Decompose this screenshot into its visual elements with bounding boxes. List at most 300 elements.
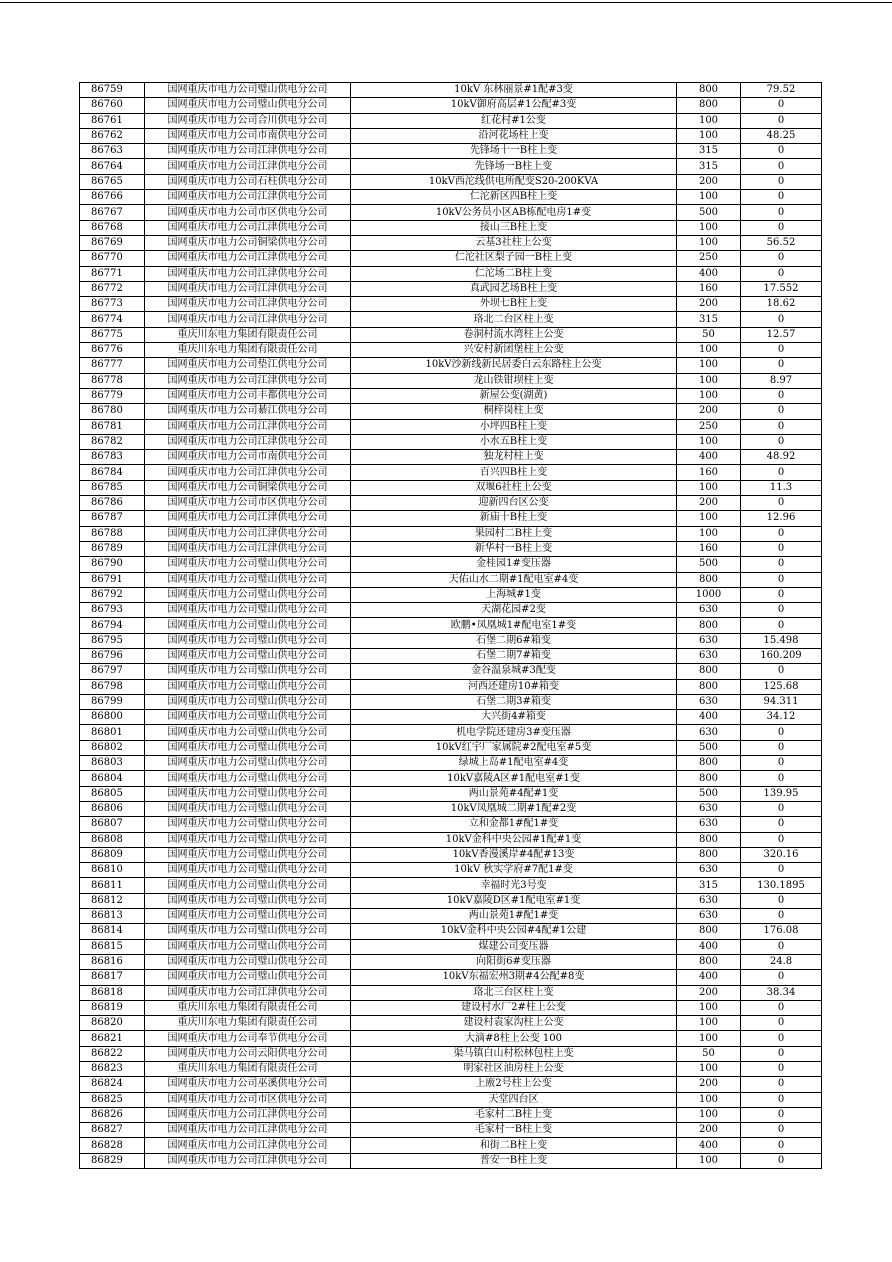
capacity-cell: 200: [677, 1123, 741, 1138]
company-name-cell: 国网重庆市电力公司璧山供电分公司: [145, 878, 351, 893]
table-row: [80, 801, 822, 816]
transformer-name-cell: 普安一B柱上变: [351, 1153, 677, 1168]
capacity-cell: 315: [677, 312, 741, 327]
value-cell: 0: [741, 557, 822, 572]
table-row: [80, 205, 822, 220]
capacity-cell: 100: [677, 511, 741, 526]
row-id-cell: 86780: [80, 404, 145, 419]
capacity-cell: 500: [677, 205, 741, 220]
transformer-name-cell: 珞北三台区柱上变: [351, 985, 677, 1000]
row-id-cell: 86761: [80, 113, 145, 128]
row-id-cell: 86808: [80, 832, 145, 847]
table-row: [80, 587, 822, 602]
company-name-cell: 国网重庆市电力公司奉节供电分公司: [145, 1031, 351, 1046]
transformer-name-cell: 10kV公务员小区AB栋配电房1#变: [351, 205, 677, 220]
value-cell: 24.8: [741, 954, 822, 969]
transformer-name-cell: 上海城#1变: [351, 587, 677, 602]
capacity-cell: 100: [677, 1000, 741, 1015]
transformer-name-cell: 上廒2号柱上公变: [351, 1077, 677, 1092]
table-row: [80, 496, 822, 511]
capacity-cell: 400: [677, 970, 741, 985]
capacity-cell: 400: [677, 710, 741, 725]
table-row: [80, 1046, 822, 1061]
transformer-name-cell: 两山景苑#4配#1变: [351, 786, 677, 801]
row-id-cell: 86790: [80, 557, 145, 572]
transformer-name-cell: 沿河花场柱上变: [351, 128, 677, 143]
transformer-name-cell: 仁沱新区四B柱上变: [351, 190, 677, 205]
transformer-name-cell: 河西还建房10#箱变: [351, 679, 677, 694]
company-name-cell: 国网重庆市电力公司璧山供电分公司: [145, 618, 351, 633]
company-name-cell: 国网重庆市电力公司璧山供电分公司: [145, 939, 351, 954]
value-cell: 0: [741, 603, 822, 618]
row-id-cell: 86809: [80, 847, 145, 862]
capacity-cell: 800: [677, 924, 741, 939]
transformer-name-cell: 立和金都1#配1#变: [351, 817, 677, 832]
company-name-cell: 国网重庆市电力公司市区供电分公司: [145, 205, 351, 220]
capacity-cell: 100: [677, 113, 741, 128]
row-id-cell: 86816: [80, 954, 145, 969]
transformer-name-cell: 绿城上岛#1配电室#4变: [351, 756, 677, 771]
company-name-cell: 国网重庆市电力公司巫溪供电分公司: [145, 1077, 351, 1092]
table-row: [80, 144, 822, 159]
row-id-cell: 86768: [80, 220, 145, 235]
row-id-cell: 86783: [80, 450, 145, 465]
company-name-cell: 国网重庆市电力公司璧山供电分公司: [145, 817, 351, 832]
row-id-cell: 86818: [80, 985, 145, 1000]
value-cell: 0: [741, 465, 822, 480]
table-row: [80, 756, 822, 771]
transformer-name-cell: 向阳街6#变压器: [351, 954, 677, 969]
capacity-cell: 800: [677, 664, 741, 679]
row-id-cell: 86801: [80, 725, 145, 740]
transformer-name-cell: 毛家村二B柱上变: [351, 1107, 677, 1122]
table-row: [80, 434, 822, 449]
value-cell: 11.3: [741, 480, 822, 495]
company-name-cell: 国网重庆市电力公司江津供电分公司: [145, 312, 351, 327]
row-id-cell: 86781: [80, 419, 145, 434]
value-cell: 0: [741, 587, 822, 602]
row-id-cell: 86778: [80, 373, 145, 388]
company-name-cell: 国网重庆市电力公司江津供电分公司: [145, 159, 351, 174]
capacity-cell: 400: [677, 266, 741, 281]
company-name-cell: 国网重庆市电力公司铜梁供电分公司: [145, 235, 351, 250]
value-cell: 0: [741, 572, 822, 587]
capacity-cell: 630: [677, 633, 741, 648]
company-name-cell: 国网重庆市电力公司江津供电分公司: [145, 511, 351, 526]
row-id-cell: 86772: [80, 281, 145, 296]
value-cell: 8.97: [741, 373, 822, 388]
capacity-cell: 160: [677, 541, 741, 556]
table-row: [80, 893, 822, 908]
company-name-cell: 国网重庆市电力公司璧山供电分公司: [145, 756, 351, 771]
row-id-cell: 86827: [80, 1123, 145, 1138]
capacity-cell: 800: [677, 847, 741, 862]
value-cell: 0: [741, 312, 822, 327]
capacity-cell: 1000: [677, 587, 741, 602]
capacity-cell: 100: [677, 358, 741, 373]
value-cell: 0: [741, 664, 822, 679]
value-cell: 0: [741, 1138, 822, 1153]
company-name-cell: 国网重庆市电力公司璧山供电分公司: [145, 98, 351, 113]
table-row: [80, 1062, 822, 1077]
table-row: [80, 863, 822, 878]
company-name-cell: 国网重庆市电力公司璧山供电分公司: [145, 587, 351, 602]
row-id-cell: 86785: [80, 480, 145, 495]
row-id-cell: 86775: [80, 327, 145, 342]
company-name-cell: 国网重庆市电力公司市区供电分公司: [145, 1092, 351, 1107]
table-row: [80, 1077, 822, 1092]
value-cell: 0: [741, 756, 822, 771]
company-name-cell: 国网重庆市电力公司江津供电分公司: [145, 1123, 351, 1138]
row-id-cell: 86829: [80, 1153, 145, 1168]
company-name-cell: 国网重庆市电力公司璧山供电分公司: [145, 954, 351, 969]
table-row: [80, 511, 822, 526]
transformer-name-cell: 兴安村新团堡柱上公变: [351, 343, 677, 358]
row-id-cell: 86763: [80, 144, 145, 159]
company-name-cell: 国网重庆市电力公司璧山供电分公司: [145, 893, 351, 908]
capacity-cell: 800: [677, 83, 741, 98]
capacity-cell: 200: [677, 496, 741, 511]
capacity-cell: 160: [677, 281, 741, 296]
transformer-name-cell: 云基3社柱上公变: [351, 235, 677, 250]
table-row: [80, 939, 822, 954]
transformer-name-cell: 10kV嘉陵A区#1配电室#1变: [351, 771, 677, 786]
company-name-cell: 国网重庆市电力公司璧山供电分公司: [145, 740, 351, 755]
row-id-cell: 86764: [80, 159, 145, 174]
value-cell: 12.96: [741, 511, 822, 526]
value-cell: 130.1895: [741, 878, 822, 893]
table-row: [80, 98, 822, 113]
value-cell: 0: [741, 496, 822, 511]
value-cell: 139.95: [741, 786, 822, 801]
transformer-name-cell: 10kV东福宏州3期#4公配#8变: [351, 970, 677, 985]
capacity-cell: 400: [677, 450, 741, 465]
value-cell: 0: [741, 893, 822, 908]
table-row: [80, 235, 822, 250]
company-name-cell: 国网重庆市电力公司璧山供电分公司: [145, 572, 351, 587]
table-row: [80, 1153, 822, 1168]
company-name-cell: 国网重庆市电力公司云阳供电分公司: [145, 1046, 351, 1061]
transformer-name-cell: 小坪四B柱上变: [351, 419, 677, 434]
table-row: [80, 817, 822, 832]
table-row: [80, 251, 822, 266]
transformer-name-cell: 10kV沙新线新民居委白云东路柱上公变: [351, 358, 677, 373]
transformer-name-cell: 天佑山水二期#1配电室#4变: [351, 572, 677, 587]
table-row: [80, 985, 822, 1000]
row-id-cell: 86822: [80, 1046, 145, 1061]
company-name-cell: 国网重庆市电力公司璧山供电分公司: [145, 725, 351, 740]
capacity-cell: 200: [677, 174, 741, 189]
capacity-cell: 100: [677, 1153, 741, 1168]
table-row: [80, 312, 822, 327]
transformer-name-cell: 天湖花园#2变: [351, 603, 677, 618]
transformer-name-cell: 10kV金科中央公园#1配#1变: [351, 832, 677, 847]
row-id-cell: 86788: [80, 526, 145, 541]
transformer-name-cell: 石堡二期6#箱变: [351, 633, 677, 648]
table-row: [80, 847, 822, 862]
row-id-cell: 86791: [80, 572, 145, 587]
value-cell: 0: [741, 1123, 822, 1138]
transformer-name-cell: 果园村二B柱上变: [351, 526, 677, 541]
capacity-cell: 630: [677, 863, 741, 878]
transformer-name-cell: 真武园艺场B柱上变: [351, 281, 677, 296]
capacity-cell: 800: [677, 771, 741, 786]
capacity-cell: 100: [677, 1062, 741, 1077]
table-row: [80, 373, 822, 388]
company-name-cell: 国网重庆市电力公司璧山供电分公司: [145, 83, 351, 98]
row-id-cell: 86762: [80, 128, 145, 143]
row-id-cell: 86766: [80, 190, 145, 205]
capacity-cell: 100: [677, 434, 741, 449]
company-name-cell: 国网重庆市电力公司璧山供电分公司: [145, 970, 351, 985]
row-id-cell: 86782: [80, 434, 145, 449]
table-row: [80, 924, 822, 939]
value-cell: 0: [741, 909, 822, 924]
row-id-cell: 86810: [80, 863, 145, 878]
value-cell: 0: [741, 434, 822, 449]
value-cell: 0: [741, 1107, 822, 1122]
row-id-cell: 86815: [80, 939, 145, 954]
table-row: [80, 710, 822, 725]
row-id-cell: 86793: [80, 603, 145, 618]
company-name-cell: 国网重庆市电力公司璧山供电分公司: [145, 679, 351, 694]
capacity-cell: 630: [677, 909, 741, 924]
company-name-cell: 国网重庆市电力公司璧山供电分公司: [145, 648, 351, 663]
company-name-cell: 国网重庆市电力公司丰都供电分公司: [145, 388, 351, 403]
row-id-cell: 86769: [80, 235, 145, 250]
table-row: [80, 297, 822, 312]
value-cell: 0: [741, 266, 822, 281]
row-id-cell: 86819: [80, 1000, 145, 1015]
company-name-cell: 国网重庆市电力公司江津供电分公司: [145, 1138, 351, 1153]
company-name-cell: 国网重庆市电力公司璧山供电分公司: [145, 633, 351, 648]
table-row: [80, 1107, 822, 1122]
value-cell: 125.68: [741, 679, 822, 694]
row-id-cell: 86826: [80, 1107, 145, 1122]
transformer-name-cell: 金桂园1#变压器: [351, 557, 677, 572]
capacity-cell: 250: [677, 251, 741, 266]
value-cell: 0: [741, 725, 822, 740]
value-cell: 94.311: [741, 694, 822, 709]
table-row: [80, 572, 822, 587]
company-name-cell: 国网重庆市电力公司江津供电分公司: [145, 1153, 351, 1168]
company-name-cell: 国网重庆市电力公司江津供电分公司: [145, 373, 351, 388]
table-row: [80, 970, 822, 985]
row-id-cell: 86776: [80, 343, 145, 358]
transformer-name-cell: 天堂四台区: [351, 1092, 677, 1107]
row-id-cell: 86760: [80, 98, 145, 113]
value-cell: 0: [741, 1016, 822, 1031]
transformer-name-cell: 石堡二期7#箱变: [351, 648, 677, 663]
transformer-name-cell: 新庙十B柱上变: [351, 511, 677, 526]
table-row: [80, 541, 822, 556]
company-name-cell: 国网重庆市电力公司璧山供电分公司: [145, 664, 351, 679]
value-cell: 0: [741, 190, 822, 205]
capacity-cell: 50: [677, 1046, 741, 1061]
transformer-name-cell: 10kV嘉陵D区#1配电室#1变: [351, 893, 677, 908]
row-id-cell: 86803: [80, 756, 145, 771]
transformer-name-cell: 两山景苑1#配1#变: [351, 909, 677, 924]
table-row: [80, 786, 822, 801]
row-id-cell: 86811: [80, 878, 145, 893]
row-id-cell: 86804: [80, 771, 145, 786]
capacity-cell: 100: [677, 128, 741, 143]
row-id-cell: 86796: [80, 648, 145, 663]
transformer-name-cell: 双堰6社柱上公变: [351, 480, 677, 495]
row-id-cell: 86823: [80, 1062, 145, 1077]
value-cell: 12.57: [741, 327, 822, 342]
value-cell: 0: [741, 541, 822, 556]
value-cell: 0: [741, 939, 822, 954]
table-row: [80, 358, 822, 373]
capacity-cell: 100: [677, 190, 741, 205]
capacity-cell: 800: [677, 618, 741, 633]
capacity-cell: 315: [677, 878, 741, 893]
value-cell: 18.62: [741, 297, 822, 312]
value-cell: 0: [741, 526, 822, 541]
capacity-cell: 630: [677, 725, 741, 740]
transformer-name-cell: 煤建公司变压器: [351, 939, 677, 954]
transformer-name-cell: 和街二B柱上变: [351, 1138, 677, 1153]
company-name-cell: 国网重庆市电力公司江津供电分公司: [145, 526, 351, 541]
table-row: [80, 648, 822, 663]
capacity-cell: 800: [677, 756, 741, 771]
row-id-cell: 86825: [80, 1092, 145, 1107]
capacity-cell: 800: [677, 572, 741, 587]
table-row: [80, 878, 822, 893]
table-row: [80, 1092, 822, 1107]
company-name-cell: 国网重庆市电力公司江津供电分公司: [145, 266, 351, 281]
row-id-cell: 86774: [80, 312, 145, 327]
row-id-cell: 86802: [80, 740, 145, 755]
table-row: [80, 450, 822, 465]
company-name-cell: 国网重庆市电力公司江津供电分公司: [145, 251, 351, 266]
row-id-cell: 86828: [80, 1138, 145, 1153]
company-name-cell: 国网重庆市电力公司璧山供电分公司: [145, 603, 351, 618]
value-cell: 0: [741, 144, 822, 159]
company-name-cell: 国网重庆市电力公司璧山供电分公司: [145, 924, 351, 939]
capacity-cell: 100: [677, 235, 741, 250]
row-id-cell: 86786: [80, 496, 145, 511]
value-cell: 0: [741, 832, 822, 847]
company-name-cell: 国网重庆市电力公司江津供电分公司: [145, 281, 351, 296]
row-id-cell: 86771: [80, 266, 145, 281]
transformer-name-cell: 渠马镇白山村松林包柱上变: [351, 1046, 677, 1061]
transformer-name-cell: 大兴街4#箱变: [351, 710, 677, 725]
value-cell: 0: [741, 771, 822, 786]
value-cell: 0: [741, 1092, 822, 1107]
value-cell: 0: [741, 863, 822, 878]
transformer-name-cell: 10kV西沱线供电所配变S20-200KVA: [351, 174, 677, 189]
value-cell: 320.16: [741, 847, 822, 862]
transformer-name-cell: 毛家村一B柱上变: [351, 1123, 677, 1138]
transformer-name-cell: 10kV凤凰城二期#1配#2变: [351, 801, 677, 816]
table-row: [80, 327, 822, 342]
company-name-cell: 重庆川东电力集团有限责任公司: [145, 1062, 351, 1077]
table-row: [80, 740, 822, 755]
table-row: [80, 388, 822, 403]
row-id-cell: 86784: [80, 465, 145, 480]
row-id-cell: 86824: [80, 1077, 145, 1092]
capacity-cell: 250: [677, 419, 741, 434]
capacity-cell: 100: [677, 1016, 741, 1031]
company-name-cell: 国网重庆市电力公司石柱供电分公司: [145, 174, 351, 189]
company-name-cell: 国网重庆市电力公司江津供电分公司: [145, 465, 351, 480]
transformer-name-cell: 机电学院还建房3#变压器: [351, 725, 677, 740]
table-row: [80, 419, 822, 434]
capacity-cell: 100: [677, 526, 741, 541]
table-row: [80, 526, 822, 541]
transformer-name-cell: 大滴#8柱上公变 100: [351, 1031, 677, 1046]
transformer-name-cell: 小水五B柱上变: [351, 434, 677, 449]
table-row: [80, 618, 822, 633]
table-row: [80, 1123, 822, 1138]
value-cell: 0: [741, 98, 822, 113]
value-cell: 160.209: [741, 648, 822, 663]
capacity-cell: 800: [677, 98, 741, 113]
transformer-name-cell: 建设村水厂2#柱上公变: [351, 1000, 677, 1015]
row-id-cell: 86792: [80, 587, 145, 602]
value-cell: 0: [741, 801, 822, 816]
row-id-cell: 86777: [80, 358, 145, 373]
row-id-cell: 86805: [80, 786, 145, 801]
transformer-name-cell: 石堡二期3#箱变: [351, 694, 677, 709]
table-row: [80, 281, 822, 296]
row-id-cell: 86813: [80, 909, 145, 924]
transformer-name-cell: 新屋公变(湖黄): [351, 388, 677, 403]
capacity-cell: 100: [677, 388, 741, 403]
row-id-cell: 86770: [80, 251, 145, 266]
capacity-cell: 800: [677, 954, 741, 969]
company-name-cell: 国网重庆市电力公司铜梁供电分公司: [145, 480, 351, 495]
row-id-cell: 86797: [80, 664, 145, 679]
row-id-cell: 86800: [80, 710, 145, 725]
value-cell: 79.52: [741, 83, 822, 98]
row-id-cell: 86812: [80, 893, 145, 908]
value-cell: 0: [741, 1046, 822, 1061]
table-row: [80, 113, 822, 128]
row-id-cell: 86798: [80, 679, 145, 694]
value-cell: 0: [741, 970, 822, 985]
company-name-cell: 国网重庆市电力公司江津供电分公司: [145, 190, 351, 205]
row-id-cell: 86806: [80, 801, 145, 816]
capacity-cell: 500: [677, 740, 741, 755]
capacity-cell: 630: [677, 603, 741, 618]
transformer-name-cell: 龙山铁钳坝柱上变: [351, 373, 677, 388]
table-row: [80, 404, 822, 419]
capacity-cell: 630: [677, 694, 741, 709]
transformer-name-cell: 10kV红宇厂家属院#2配电室#5变: [351, 740, 677, 755]
transformer-name-cell: 先锋场十一B柱上变: [351, 144, 677, 159]
capacity-cell: 500: [677, 557, 741, 572]
value-cell: 0: [741, 358, 822, 373]
value-cell: 34.12: [741, 710, 822, 725]
value-cell: 0: [741, 220, 822, 235]
value-cell: 0: [741, 419, 822, 434]
table-row: [80, 1138, 822, 1153]
table-row: [80, 1016, 822, 1031]
table-row: [80, 174, 822, 189]
transformer-name-cell: 幸福时光3号变: [351, 878, 677, 893]
company-name-cell: 国网重庆市电力公司璧山供电分公司: [145, 863, 351, 878]
value-cell: 0: [741, 251, 822, 266]
capacity-cell: 200: [677, 985, 741, 1000]
table-row: [80, 1031, 822, 1046]
company-name-cell: 国网重庆市电力公司江津供电分公司: [145, 220, 351, 235]
table-row: [80, 909, 822, 924]
table-row: [80, 694, 822, 709]
row-id-cell: 86820: [80, 1016, 145, 1031]
